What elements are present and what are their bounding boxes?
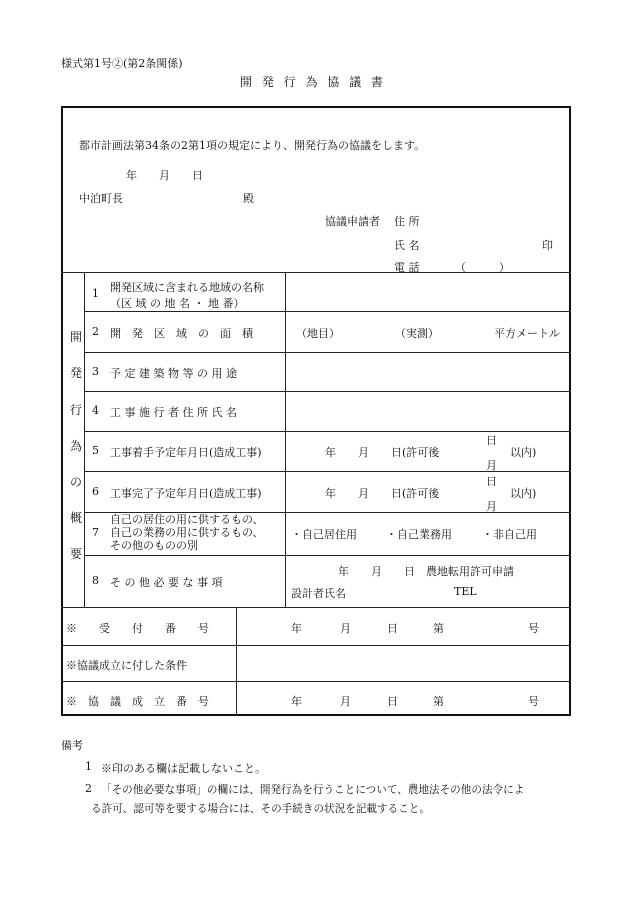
- dai-label: 第: [433, 695, 444, 708]
- day-label: 日: [387, 622, 398, 635]
- section-label-char: 開: [69, 330, 82, 344]
- year-label: 年: [291, 622, 302, 635]
- note-1: ※印のある欄は記載しないこと。: [101, 762, 266, 775]
- row-2-label: 開 発 区 域 の 面 積: [110, 327, 253, 340]
- row-1-label-line1: 開発区域に含まれる地域の名称: [110, 281, 264, 294]
- note-number: 2: [85, 782, 92, 795]
- land-category: （地目）: [296, 327, 340, 340]
- row-number: 2: [92, 325, 99, 338]
- row-4-label: 工 事 施 行 者 住 所 氏 名: [110, 406, 237, 419]
- section-label-char: 行: [69, 403, 82, 417]
- dai-label: 第: [433, 622, 444, 635]
- row-number: 3: [92, 365, 99, 378]
- divider: [84, 272, 85, 607]
- note-2-line1: 「その他必要な事項」の欄には、開発行為を行うことについて、農地法その他の法令によ: [101, 784, 525, 796]
- row-5-label: 工事着手予定年月日(造成工事): [110, 446, 262, 459]
- note-number: 1: [85, 760, 92, 773]
- row-7-label-line2: 自己の業務の用に供するもの、: [110, 526, 264, 539]
- row-number: 4: [92, 404, 99, 417]
- row-number: 8: [92, 574, 99, 587]
- agreement-number-label: ※ 協 議 成 立 番 号: [66, 695, 209, 708]
- unit-month: 月: [486, 459, 497, 472]
- divider: [61, 607, 571, 608]
- row-number: 5: [92, 444, 99, 457]
- name-label: 氏 名: [394, 239, 420, 252]
- note-2-line2: る許可、認可等を要する場合には、その手続きの状況を記載すること。: [91, 803, 430, 815]
- divider: [61, 681, 571, 682]
- phone-parentheses: （ ）: [455, 261, 510, 274]
- divider: [84, 471, 571, 472]
- address-label: 住 所: [394, 215, 420, 228]
- month-label: 月: [340, 622, 351, 635]
- divider: [84, 555, 571, 556]
- section-label-char: 発: [69, 366, 82, 380]
- divider: [236, 607, 237, 716]
- start-date: 年 月 日(許可後: [325, 446, 440, 459]
- phone-label: 電 話: [394, 261, 420, 274]
- gou-label: 号: [528, 695, 539, 708]
- date-line: 年 月 日: [126, 169, 203, 182]
- unit-month: 月: [486, 500, 497, 513]
- option-self-business: ・自己業務用: [386, 528, 452, 541]
- row-number: 1: [92, 287, 99, 300]
- unit-day: 日: [486, 475, 497, 488]
- section-label-char: 要: [69, 547, 82, 561]
- completion-date: 年 月 日(許可後: [325, 487, 440, 500]
- addressee: 中泊町長: [79, 192, 123, 205]
- within-text: 以内): [510, 487, 537, 500]
- seal-mark: 印: [542, 239, 553, 252]
- area-unit: 平方メートル: [494, 327, 560, 340]
- document-title: 開 発 行 為 協 議 書: [240, 75, 386, 89]
- receipt-number-label: ※ 受 付 番 号: [66, 622, 209, 635]
- applicant-role: 協議申請者: [325, 215, 380, 228]
- form-number: 様式第1号②(第2条関係): [61, 57, 183, 70]
- divider: [61, 645, 571, 646]
- row-1-label-line2: （区 域 の 地 名 ・ 地 番）: [110, 297, 245, 310]
- condition-label: ※協議成立に付した条件: [66, 659, 187, 672]
- notes-title: 備考: [61, 739, 83, 752]
- row-7-label-line1: 自己の居住の用に供するもの、: [110, 513, 264, 526]
- unit-day: 日: [486, 434, 497, 447]
- row-6-label: 工事完了予定年月日(造成工事): [110, 487, 262, 500]
- day-label: 日: [387, 695, 398, 708]
- divider: [84, 431, 571, 432]
- divider: [84, 352, 571, 353]
- divider: [84, 311, 571, 312]
- option-self-residence: ・自己居住用: [291, 528, 357, 541]
- row-3-label: 予 定 建 築 物 等 の 用 途: [110, 367, 237, 380]
- section-label-char: 概: [69, 511, 82, 525]
- row-7-label: [110, 513, 264, 552]
- option-non-self: ・非自己用: [482, 528, 537, 541]
- section-label-char: の: [69, 475, 82, 489]
- row-7-label-line3: その他のものの別: [110, 539, 198, 552]
- actual-measure: （実測）: [395, 327, 439, 340]
- month-label: 月: [340, 695, 351, 708]
- farmland-permit: 年 月 日 農地転用許可申請: [338, 565, 514, 578]
- divider: [84, 391, 571, 392]
- section-label-char: 為: [69, 439, 82, 453]
- row-number: 6: [92, 485, 99, 498]
- row-8-label: そ の 他 必 要 な 事 項: [110, 576, 223, 589]
- honorific: 殿: [243, 192, 254, 205]
- divider: [285, 272, 286, 607]
- gou-label: 号: [528, 622, 539, 635]
- within-text: 以内): [510, 446, 537, 459]
- tel-label: TEL: [454, 585, 477, 598]
- row-number: 7: [92, 526, 99, 539]
- year-label: 年: [291, 695, 302, 708]
- designer-name-label: 設計者氏名: [291, 587, 346, 600]
- statement-text: 都市計画法第34条の2第1項の規定により、開発行為の協議をします。: [79, 139, 426, 152]
